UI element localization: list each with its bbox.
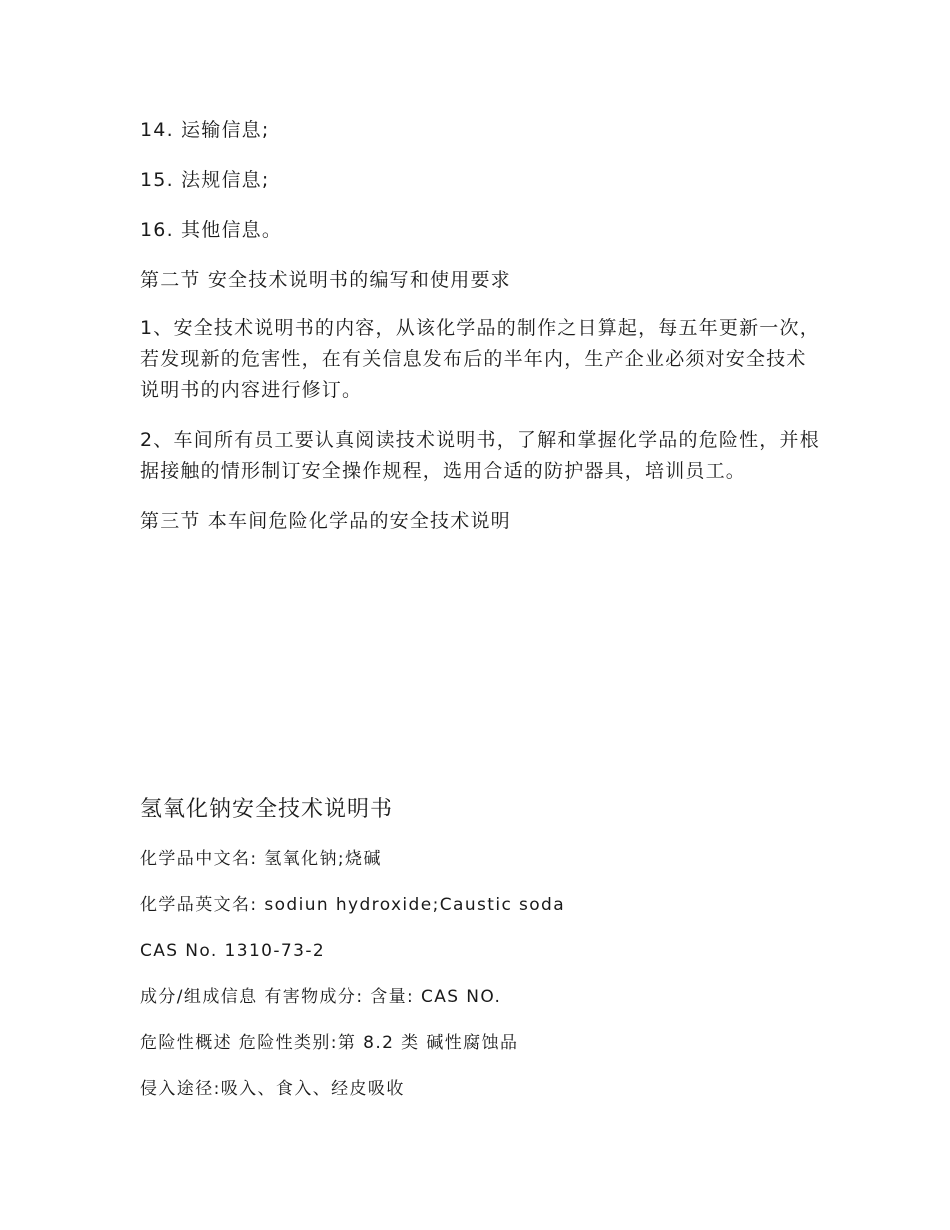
msds-title: 氢氧化钠安全技术说明书 [140,797,394,822]
entry-route: 侵入途径:吸入、食入、经皮吸收 [140,1079,405,1099]
list-item-14: 14. 运输信息; [140,119,270,141]
chemical-english-name: 化学品英文名: sodiun hydroxide;Caustic soda [140,895,566,915]
section-2-heading: 第二节 安全技术说明书的编写和使用要求 [140,269,511,291]
chemical-chinese-name: 化学品中文名: 氢氧化钠;烧碱 [140,849,382,869]
cas-number: CAS No. 1310-73-2 [140,941,326,961]
list-item-16: 16. 其他信息。 [140,219,283,241]
list-item-15: 15. 法规信息; [140,169,270,191]
hazard-overview: 危险性概述 危险性类别:第 8.2 类 碱性腐蚀品 [140,1033,519,1053]
composition-info: 成分/组成信息 有害物成分: 含量: CAS NO. [140,987,502,1007]
section-2-paragraph-1: 1、安全技术说明书的内容，从该化学品的制作之日算起，每五年更新一次，若发现新的危害性，在有关信息发布后的半年内，生产企业必须对安全技术说明书的内容进行修订。 [140,317,820,401]
section-2-paragraph-2: 2、车间所有员工要认真阅读技术说明书，了解和掌握化学品的危险性，并根据接触的情形制订安全操作规程，选用合适的防护器具，培训员工。 [140,429,820,482]
section-3-heading: 第三节 本车间危险化学品的安全技术说明 [140,510,511,532]
